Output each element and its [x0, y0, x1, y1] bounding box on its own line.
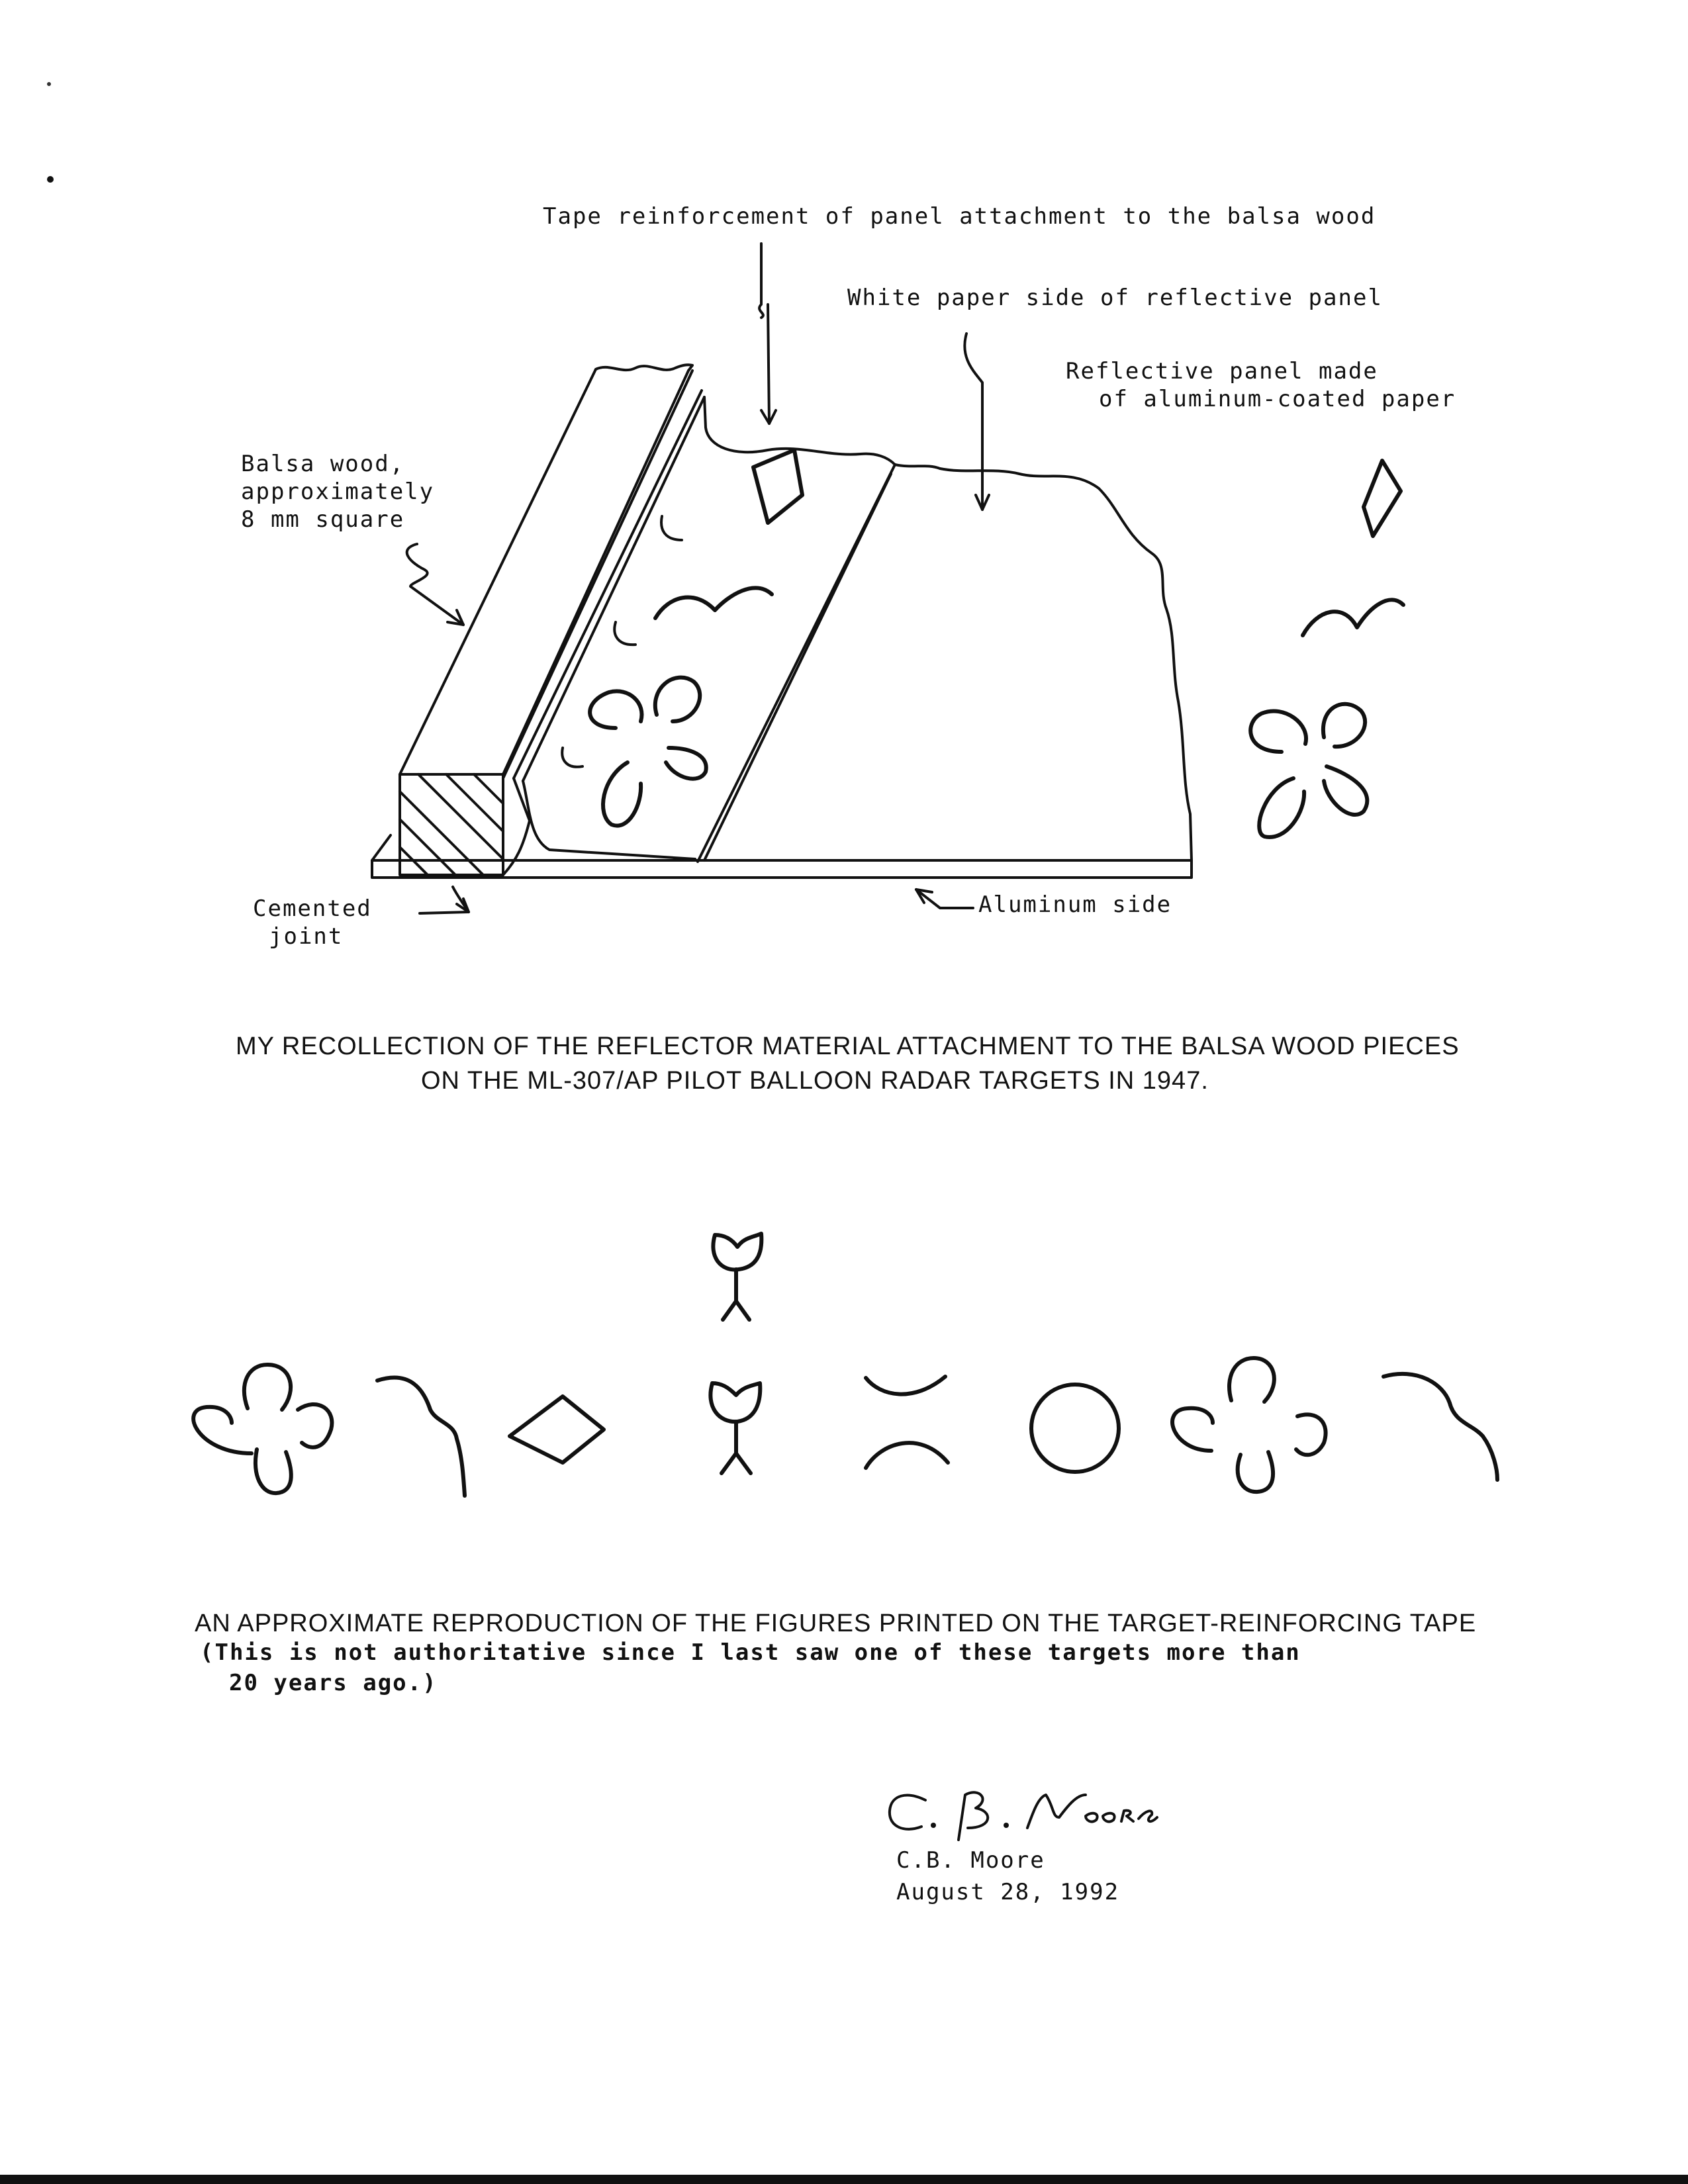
caption-2-line3: 20 years ago.)	[229, 1670, 438, 1696]
signer-name: C.B. Moore	[896, 1847, 1045, 1874]
handwritten-signature	[890, 1792, 1157, 1840]
loose-bird-figure	[1303, 600, 1403, 635]
row-clover-figure-2	[1172, 1358, 1325, 1492]
row-arc-figure-bottom	[866, 1443, 948, 1468]
tape-clover-figure	[590, 678, 706, 826]
signature-date: August 28, 1992	[896, 1879, 1120, 1905]
reflective-panel-label-line2: of aluminum-coated paper	[1099, 386, 1456, 412]
balsa-label-line3: 8 mm square	[241, 506, 405, 533]
caption-1-line1: MY RECOLLECTION OF THE REFLECTOR MATERIAL ATTACHMENT TO THE BALSA WOOD PIECES	[236, 1032, 1460, 1060]
balsa-label-line2: approximately	[241, 478, 435, 505]
white-side-label: White paper side of reflective panel	[847, 285, 1383, 311]
row-tulip-figure-top	[713, 1234, 761, 1320]
balsa-label-line1: Balsa wood,	[241, 451, 405, 477]
caption-2-line2: (This is not authoritative since I last saw one of these targets more than	[200, 1639, 1301, 1666]
balsa-edge	[400, 369, 596, 774]
cemented-label-line1: Cemented	[253, 895, 372, 922]
row-hook-figure-2	[1383, 1374, 1497, 1480]
tape-diamond-figure	[753, 450, 802, 523]
row-clover-figure-1	[193, 1365, 332, 1493]
aluminum-side-label: Aluminum side	[978, 891, 1172, 918]
row-circle-figure	[1031, 1385, 1119, 1472]
loose-diamond-figure	[1364, 461, 1401, 536]
tape-bird-figure	[655, 588, 772, 618]
row-arc-figure-top	[866, 1377, 945, 1394]
reflective-panel	[895, 465, 1192, 860]
bottom-scan-edge	[0, 2175, 1688, 2184]
caption-1-line2: ON THE ML-307/AP PILOT BALLOON RADAR TARGETS IN 1947.	[421, 1067, 1209, 1095]
tape-mark	[661, 516, 682, 540]
caption-2-line1: AN APPROXIMATE REPRODUCTION OF THE FIGURES PRINTED ON THE TARGET-REINFORCING TAPE	[195, 1610, 1477, 1637]
tape-label: Tape reinforcement of panel attachment to the balsa wood	[543, 203, 1376, 230]
cemented-label-line2: joint	[269, 923, 344, 950]
row-diamond-figure	[510, 1396, 604, 1463]
row-hook-figure-1	[377, 1378, 465, 1496]
loose-clover-figure	[1250, 704, 1367, 837]
reflective-panel-label-line1: Reflective panel made	[1066, 358, 1378, 385]
row-tulip-figure-bottom	[710, 1383, 760, 1473]
